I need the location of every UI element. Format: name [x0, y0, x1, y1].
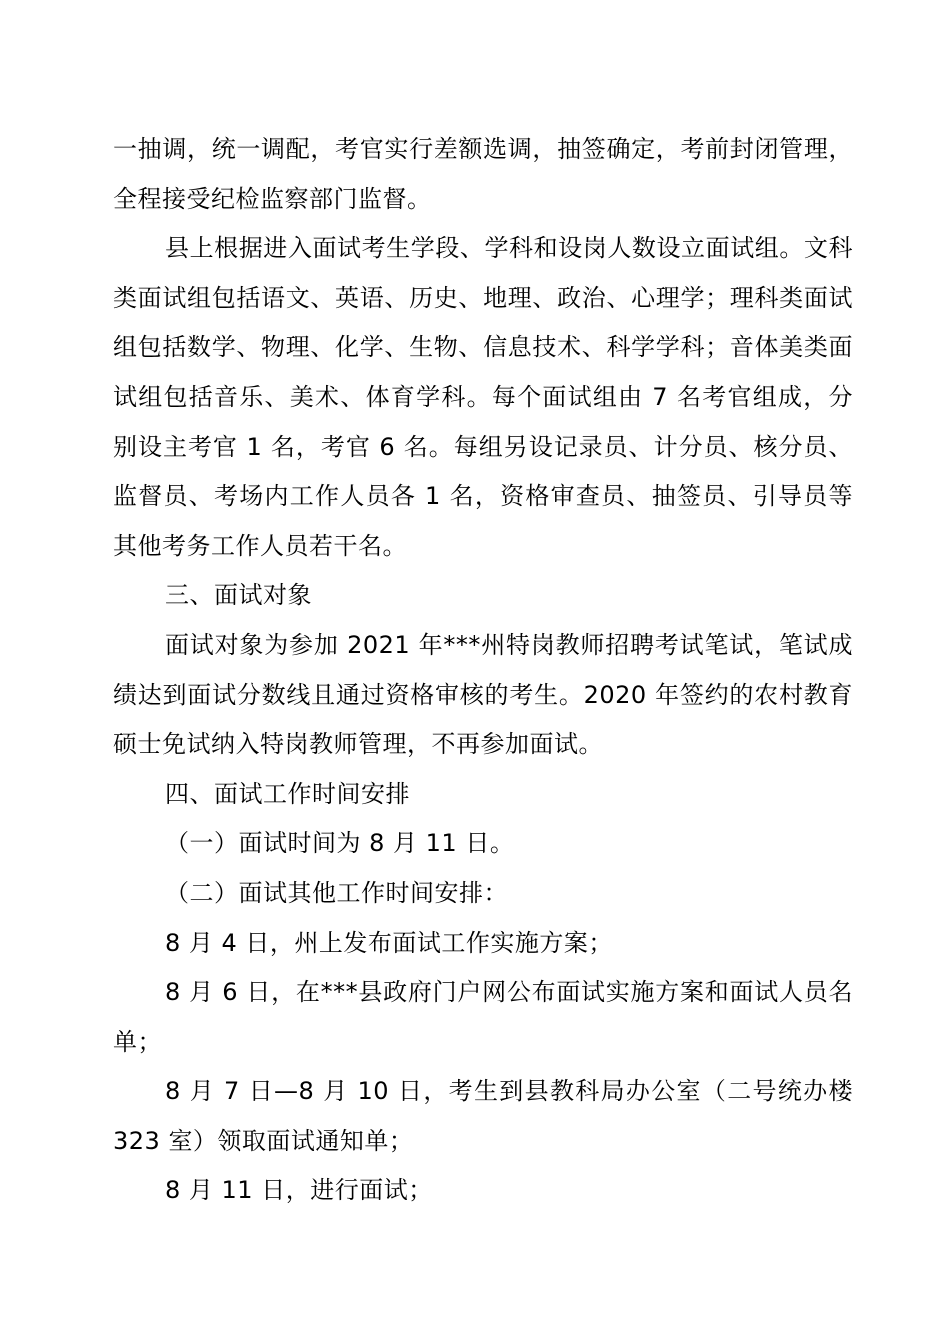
- schedule-item-aug-11: 8 月 11 日，进行面试；: [165, 1176, 433, 1205]
- paragraph-interview-date: （一）面试时间为 8 月 11 日。: [165, 829, 515, 858]
- schedule-item-aug-7-10: 8 月 7 日—8 月 10 日，考生到县教科局办公室（二号统办楼 323 室）领取面试通知单；: [113, 1077, 853, 1155]
- schedule-item-aug-4: 8 月 4 日，州上发布面试工作实施方案；: [165, 928, 613, 957]
- heading-interview-subjects: 三、面试对象: [165, 581, 312, 610]
- paragraph-interview-subjects: 面试对象为参加 2021 年***州特岗教师招聘考试笔试，笔试成绩达到面试分数线且通过资格审核的考生。2020 年签约的农村教育硕士免试纳入特岗教师管理，不再参加面试。: [113, 630, 853, 759]
- document-body: [113, 125, 853, 1216]
- schedule-item-aug-6: 8 月 6 日，在***县政府门户网公布面试实施方案和面试人员名单；: [113, 978, 853, 1056]
- paragraph-interview-groups: 县上根据进入面试考生学段、学科和设岗人数设立面试组。文科类面试组包括语文、英语、历史、地理、政治、心理学；理科类面试组包括数学、物理、化学、生物、信息技术、科学学科；音体美类面试组包括音乐、美术、体育学科。每个面试组由 7 名考官组成，分别设主考官 1 名，考官 6 名。每组另设记录员、计分员、核分员、监督员、考场内工作人员各 1 名，资格审查员、抽签员、引导员等其他考务工作人员若干名。: [113, 234, 853, 560]
- heading-interview-schedule: 四、面试工作时间安排: [165, 779, 410, 808]
- paragraph-other-schedule-title: （二）面试其他工作时间安排：: [165, 878, 508, 907]
- paragraph-exam-supervision: 一抽调，统一调配，考官实行差额选调，抽签确定，考前封闭管理，全程接受纪检监察部门监督。: [113, 135, 853, 213]
